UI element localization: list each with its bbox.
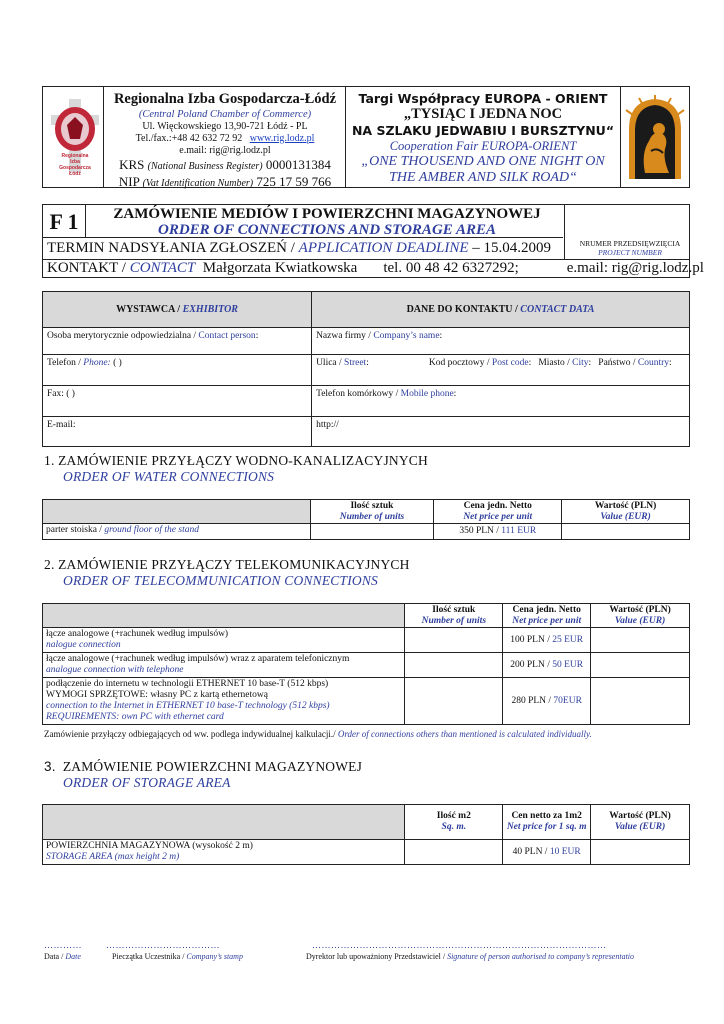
item-description: parter stoiska / ground floor of the stand (43, 524, 311, 540)
exhibitor-table (42, 291, 690, 447)
item-description: podłączenie do internetu w technologii ETHERNET 10 base-T (512 kbps) WYMOGI SPRZĘTOWE: własny PC z kartą ethernetową connection to the Internet in ETHERNET 10 base-T technology (512 kbps) REQUIREMENTS: own PC with ethernet card (43, 678, 405, 725)
org-contact-line: Tel./fax.:+48 42 632 72 92 www.rig.lodz.pl (135, 133, 315, 144)
date-signature[interactable]: ………… Data / Date (44, 940, 82, 961)
value-input[interactable] (591, 653, 690, 678)
fair-info (347, 91, 619, 186)
value-input[interactable] (591, 628, 690, 653)
company-name-field[interactable]: Nazwa firmy / Company’s name: (312, 328, 690, 355)
org-name: Regionalna Izba Gospodarcza-Łódź (113, 91, 337, 107)
phone-field[interactable]: Telefon / Phone: ( ) (43, 355, 312, 386)
fair-title-en-2: „ONE THOUSEND AND ONE NIGHT ON (361, 154, 605, 169)
svg-text:Gospodarcza: Gospodarcza (59, 165, 91, 171)
org-address: Ul. Więckowskiego 13,90-721 Łódź - PL (142, 121, 308, 132)
value-header: Wartość (PLN) Value (EUR) (562, 500, 690, 524)
letterhead (42, 86, 690, 188)
qty-header: Ilość m2 Sq. m. (405, 805, 503, 840)
fax-field[interactable]: Fax: ( ) (43, 386, 312, 417)
form-title: ZAMÓWIENIE MEDIÓW I POWIERZCHNI MAGAZYNOWEJ ORDER OF CONNECTIONS AND STORAGE AREA (113, 206, 541, 238)
price-header: Cen netto za 1m2 Net price for 1 sq. m (503, 805, 591, 840)
price-header: Cena jedn. Netto Net price per unit (503, 604, 591, 628)
org-email: e.mail: rig@rig.lodz.pl (179, 145, 271, 156)
unit-price: 350 PLN / 111 EUR (434, 524, 562, 540)
qty-input[interactable] (310, 524, 434, 540)
svg-text:Łódź: Łódź (69, 171, 81, 177)
telecom-order-table (42, 603, 690, 725)
fair-title-en-3: THE AMBER AND SILK ROAD“ (389, 170, 577, 185)
fair-title-3: NA SZLAKU JEDWABIU I BURSZTYNU“ (351, 123, 615, 138)
item-description: POWIERZCHNIA MAGAZYNOWA (wysokość 2 m) STORAGE AREA (max height 2 m) (43, 840, 405, 865)
website-link[interactable]: www.rig.lodz.pl (249, 133, 315, 144)
svg-text:Regionalna: Regionalna (61, 153, 89, 159)
representative-signature[interactable]: ………………………………………………………………………………… Dyrektor lub upoważniony Przedstawiciel / Signature of person authorised to company’s representatio (306, 940, 635, 961)
storage-order-table (42, 804, 690, 865)
water-order-table (42, 499, 690, 540)
qty-input[interactable] (405, 678, 503, 725)
qty-input[interactable] (405, 840, 503, 865)
form-header (42, 204, 704, 278)
table-row (43, 653, 690, 678)
item-description: łącze analogowe (+rachunek według impulsów) wraz z aparatem telefonicznym analogue connection with telephone (43, 653, 405, 678)
value-input[interactable] (591, 678, 690, 725)
form-code: F 1 (49, 209, 79, 234)
section-2-note: Zamówienie przyłączy odbiegających od ww. podlega indywidualnej kalkulacji./ Order of connections others than mentioned is calculated individually. (44, 729, 592, 739)
value-header: Wartość (PLN) Value (EUR) (591, 805, 690, 840)
fair-title-2: „TYSIĄC I JEDNA NOC (403, 106, 563, 122)
section-1-title: 1. ZAMÓWIENIE PRZYŁĄCZY WODNO-KANALIZACYJNYCH ORDER OF WATER CONNECTIONS (44, 453, 428, 484)
chamber-logo (47, 95, 103, 181)
table-row (43, 678, 690, 725)
qty-header: Ilość sztuk Number of units (310, 500, 434, 524)
section-3-title: 3. ZAMÓWIENIE POWIERZCHNI MAGAZYNOWEJ ORDER OF STORAGE AREA (44, 759, 363, 790)
unit-price: 280 PLN / 70EUR (503, 678, 591, 725)
org-nip: NIP (Vat Identification Number) 725 17 59 766 (118, 174, 332, 189)
org-krs: KRS (National Business Register) 0000131384 (119, 157, 331, 172)
contact-line: KONTAKT / CONTACT Małgorzata Kwiatkowska tel. 00 48 42 6327292; e.mail: rig@rig.lodz.pl (47, 260, 704, 276)
address-field[interactable]: Ulica / Street: Kod pocztowy / Post code: Miasto / City: Państwo / Country: (312, 355, 690, 386)
unit-price: 200 PLN / 50 EUR (503, 653, 591, 678)
section-2-title: 2. ZAMÓWIENIE PRZYŁĄCZY TELEKOMUNIKACYJNYCH ORDER OF TELECOMMUNICATION CONNECTIONS (44, 557, 410, 588)
qty-input[interactable] (405, 628, 503, 653)
application-deadline: TERMIN NADSYŁANIA ZGŁOSZEŃ / APPLICATION DEADLINE – 15.04.2009 (47, 240, 552, 256)
project-number-field[interactable]: NRUMER PRZEDSIĘWZIĘCIA PROJECT NUMBER (579, 239, 681, 257)
value-input[interactable] (591, 840, 690, 865)
value-header: Wartość (PLN) Value (EUR) (591, 604, 690, 628)
fair-title-en-1: Cooperation Fair EUROPA-ORIENT (389, 139, 577, 153)
value-input[interactable] (562, 524, 690, 540)
mobile-phone-field[interactable]: Telefon komórkowy / Mobile phone: (312, 386, 690, 417)
fair-title-1: Targi Współpracy EUROPA - ORIENT (358, 91, 608, 106)
fair-logo (623, 93, 687, 183)
contact-person-field[interactable]: Osoba merytorycznie odpowiedzialna / Contact person: (43, 328, 312, 355)
item-description: łącze analogowe (+rachunek według impulsów) nalogue connection (43, 628, 405, 653)
table-row (43, 524, 690, 540)
table-row (43, 840, 690, 865)
table-row (43, 628, 690, 653)
contact-data-header: DANE DO KONTAKTU / CONTACT DATA (312, 292, 690, 328)
qty-header: Ilość sztuk Number of units (405, 604, 503, 628)
price-header: Cena jedn. Netto Net price per unit (434, 500, 562, 524)
unit-price: 100 PLN / 25 EUR (503, 628, 591, 653)
website-field[interactable]: http:// (312, 417, 690, 447)
qty-input[interactable] (405, 653, 503, 678)
unit-price: 40 PLN / 10 EUR (503, 840, 591, 865)
svg-text:Izba: Izba (70, 159, 80, 165)
organization-info (105, 91, 345, 191)
exhibitor-header: WYSTAWCA / EXHIBITOR (43, 292, 312, 328)
email-field[interactable]: E-mail: (43, 417, 312, 447)
org-name-en: (Central Poland Chamber of Commerce) (138, 109, 312, 120)
stamp-signature[interactable]: ……………………………… Pieczątka Uczestnika / Company’s stamp (106, 940, 243, 961)
